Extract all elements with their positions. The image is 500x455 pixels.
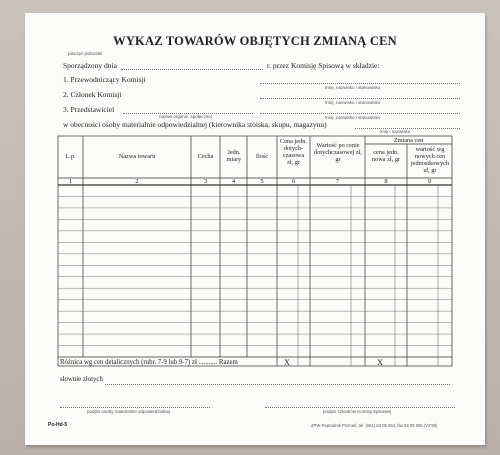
presence-caption: imię i nazwisko <box>380 129 411 134</box>
header-cena-jedn: Cena jedn. dotych-czasowa zł, gr <box>280 138 307 166</box>
header-cena-nowa: cena jedn. nowa zł, gr <box>371 149 401 163</box>
sign-right-line <box>265 407 455 408</box>
member-2-caption: Imię, nazwisko i stanowisko <box>325 100 381 105</box>
publisher-info: ZPW Reprodruk Poznań, tel. (061) 84 05 064, fax 84 05 065 (V2'98) <box>311 423 438 428</box>
header-zmiana-cen: Zmiana cen <box>393 137 424 144</box>
sign-left-caption: podpis osoby materialnie odpowiedzialnej <box>87 409 171 414</box>
colnum-9: 9 <box>427 178 432 185</box>
words-line <box>105 384 450 385</box>
stamp-label: pieczęć jednostki <box>68 51 103 56</box>
committee-text: r. przez Komisję Spisową w składzie: <box>267 61 380 70</box>
colnum-3: 3 <box>203 178 208 185</box>
colnum-4: 4 <box>231 178 236 185</box>
sign-left-line <box>60 407 210 408</box>
header-wartosc: Wartość po cenie dotychczasowej zł, gr <box>314 142 362 163</box>
colnum-6: 6 <box>291 178 296 185</box>
colnum-8: 8 <box>384 178 388 185</box>
prepared-day-label: Sporządzony dnia <box>63 61 117 70</box>
form-title: WYKAZ TOWARÓW OBJĘTYCH ZMIANĄ CEN <box>113 34 397 48</box>
member-2-label: 2. Członek Komisji <box>63 90 122 99</box>
difference-text: Różnica wg cen detalicznych (rubr. 7-9 lub 9-7) zł ........... Razem <box>60 359 238 366</box>
header-jedn-miary: Jedn. miary <box>226 149 242 163</box>
member-1-label: 1. Przewodniczący Komisji <box>63 75 146 84</box>
header-ilosc: Ilość <box>255 153 269 160</box>
presence-text: w obecności osoby materialnie odpowiedzialnej (kierownika stoiska, skupu, magazynu) <box>63 120 327 129</box>
summary-mark-col8: X <box>377 358 383 367</box>
colnum-1: 1 <box>68 178 73 185</box>
member-3-label: 3. Przedstawiciel <box>63 105 115 114</box>
colnum-2: 2 <box>135 178 139 185</box>
form-code: Po-Hd-5 <box>48 422 68 428</box>
colnum-7: 7 <box>335 178 340 185</box>
header-lp: L.p. <box>65 153 76 160</box>
member-3-caption: Imię, nazwisko i stanowisko <box>325 115 381 120</box>
form-sheet <box>25 13 485 445</box>
org-caption: nazwa organiz. społecznej <box>159 114 212 119</box>
header-nazwa: Nazwa towaru <box>118 153 156 160</box>
header-cecha: Cecha <box>197 153 214 160</box>
sign-right-caption: podpis członków Komisji Spisowej <box>323 409 392 414</box>
header-wartosc-nowa: wartość wg nowych cen jednostkowych zł, gr <box>410 146 450 174</box>
summary-mark-col6: X <box>284 358 290 367</box>
colnum-5: 5 <box>260 178 264 185</box>
words-label: słownie złotych <box>60 376 103 383</box>
member-1-caption: Imię, nazwisko i stanowisko <box>325 85 381 90</box>
